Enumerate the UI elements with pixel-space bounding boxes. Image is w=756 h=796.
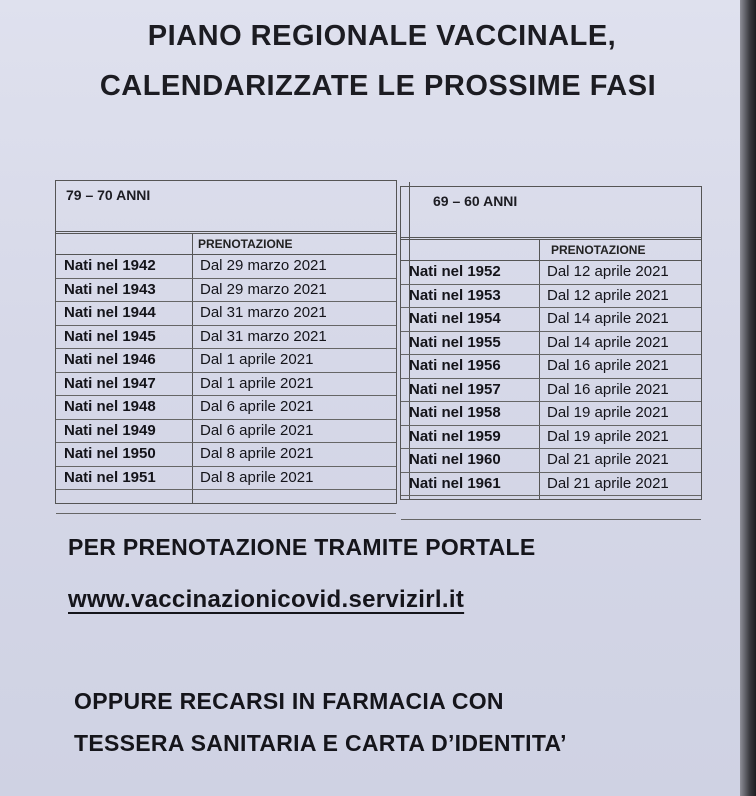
right-column-header-row bbox=[401, 239, 701, 261]
booking-date-cell: Dal 14 aprile 2021 bbox=[547, 333, 669, 351]
birth-year-cell: Nati nel 1957 bbox=[409, 380, 501, 398]
booking-date-cell: Dal 12 aprile 2021 bbox=[547, 263, 669, 280]
background-edge bbox=[740, 0, 756, 796]
table-row bbox=[401, 355, 701, 379]
booking-date-cell: Dal 1 aprile 2021 bbox=[200, 374, 314, 392]
portal-booking-text: PER PRENOTAZIONE TRAMITE PORTALE bbox=[68, 534, 536, 560]
birth-year-cell: Nati nel 1952 bbox=[409, 263, 501, 280]
table-row bbox=[56, 420, 396, 444]
left-column-header-row bbox=[56, 233, 396, 255]
birth-year-cell: Nati nel 1956 bbox=[409, 357, 501, 374]
booking-date-cell: Dal 6 aprile 2021 bbox=[200, 421, 314, 439]
table-row bbox=[56, 396, 396, 420]
booking-date-cell: Dal 31 marzo 2021 bbox=[200, 304, 327, 321]
birth-year-cell: Nati nel 1960 bbox=[409, 451, 501, 468]
birth-year-cell: Nati nel 1949 bbox=[64, 421, 156, 439]
table-row bbox=[56, 302, 396, 326]
booking-date-cell: Dal 16 aprile 2021 bbox=[547, 357, 669, 374]
table-row bbox=[56, 467, 396, 491]
booking-date-cell: Dal 8 aprile 2021 bbox=[200, 468, 314, 486]
right-table-rows bbox=[401, 261, 701, 520]
booking-date-cell: Dal 19 aprile 2021 bbox=[547, 404, 669, 421]
table-row bbox=[401, 332, 701, 356]
left-age-header bbox=[56, 181, 396, 232]
booking-url: www.vaccinazionicovid.servizirl.it bbox=[68, 586, 465, 613]
title-line-1: PIANO REGIONALE VACCINALE, bbox=[147, 20, 617, 52]
right-prenotazione-header: PRENOTAZIONE bbox=[551, 243, 646, 257]
booking-date-cell: Dal 16 aprile 2021 bbox=[547, 380, 669, 398]
birth-year-cell: Nati nel 1942 bbox=[64, 257, 156, 274]
birth-year-cell: Nati nel 1955 bbox=[409, 333, 501, 351]
booking-date-cell: Dal 12 aprile 2021 bbox=[547, 286, 669, 304]
left-prenotazione-header: PRENOTAZIONE bbox=[198, 237, 293, 251]
table-row bbox=[56, 349, 396, 373]
booking-date-cell: Dal 6 aprile 2021 bbox=[200, 398, 314, 415]
booking-date-cell: Dal 8 aprile 2021 bbox=[200, 445, 314, 462]
table-row bbox=[401, 426, 701, 450]
birth-year-cell: Nati nel 1954 bbox=[409, 310, 501, 327]
booking-date-cell: Dal 19 aprile 2021 bbox=[547, 427, 669, 445]
birth-year-cell: Nati nel 1951 bbox=[64, 468, 156, 486]
birth-year-cell: Nati nel 1943 bbox=[64, 280, 156, 298]
left-age-range: 79 – 70 ANNI bbox=[66, 187, 151, 203]
birth-year-cell: Nati nel 1945 bbox=[64, 327, 156, 345]
birth-year-cell: Nati nel 1961 bbox=[409, 474, 501, 492]
birth-year-cell: Nati nel 1959 bbox=[409, 427, 501, 445]
title-line-2: CALENDARIZZATE LE PROSSIME FASI bbox=[99, 70, 657, 102]
booking-date-cell: Dal 31 marzo 2021 bbox=[200, 327, 327, 345]
table-row bbox=[401, 285, 701, 309]
table-row bbox=[56, 443, 396, 467]
birth-year-cell: Nati nel 1950 bbox=[64, 445, 156, 462]
birth-year-cell: Nati nel 1948 bbox=[64, 398, 156, 415]
table-row bbox=[401, 308, 701, 332]
table-row bbox=[401, 473, 701, 497]
table-row bbox=[56, 490, 396, 514]
pharmacy-text-line-2: TESSERA SANITARIA E CARTA D’IDENTITA’ bbox=[74, 730, 567, 756]
table-row bbox=[401, 379, 701, 403]
birth-year-cell: Nati nel 1953 bbox=[409, 286, 501, 304]
right-age-range: 69 – 60 ANNI bbox=[433, 193, 518, 209]
right-schedule-table bbox=[400, 186, 702, 500]
pharmacy-text-line-1: OPPURE RECARSI IN FARMACIA CON bbox=[74, 688, 504, 714]
booking-date-cell: Dal 29 marzo 2021 bbox=[200, 257, 327, 274]
table-row bbox=[401, 449, 701, 473]
birth-year-cell: Nati nel 1947 bbox=[64, 374, 156, 392]
right-age-header bbox=[401, 187, 701, 238]
booking-date-cell: Dal 1 aprile 2021 bbox=[200, 351, 314, 368]
booking-date-cell: Dal 14 aprile 2021 bbox=[547, 310, 669, 327]
left-table-rows bbox=[56, 255, 396, 514]
table-row bbox=[56, 326, 396, 350]
booking-date-cell: Dal 21 aprile 2021 bbox=[547, 451, 669, 468]
left-schedule-table bbox=[55, 180, 397, 504]
table-row bbox=[401, 496, 701, 520]
table-row bbox=[56, 279, 396, 303]
booking-date-cell: Dal 29 marzo 2021 bbox=[200, 280, 327, 298]
table-row bbox=[56, 255, 396, 279]
booking-date-cell: Dal 21 aprile 2021 bbox=[547, 474, 669, 492]
table-row bbox=[401, 402, 701, 426]
table-row bbox=[401, 261, 701, 285]
birth-year-cell: Nati nel 1958 bbox=[409, 404, 501, 421]
birth-year-cell: Nati nel 1946 bbox=[64, 351, 156, 368]
birth-year-cell: Nati nel 1944 bbox=[64, 304, 156, 321]
table-row bbox=[56, 373, 396, 397]
